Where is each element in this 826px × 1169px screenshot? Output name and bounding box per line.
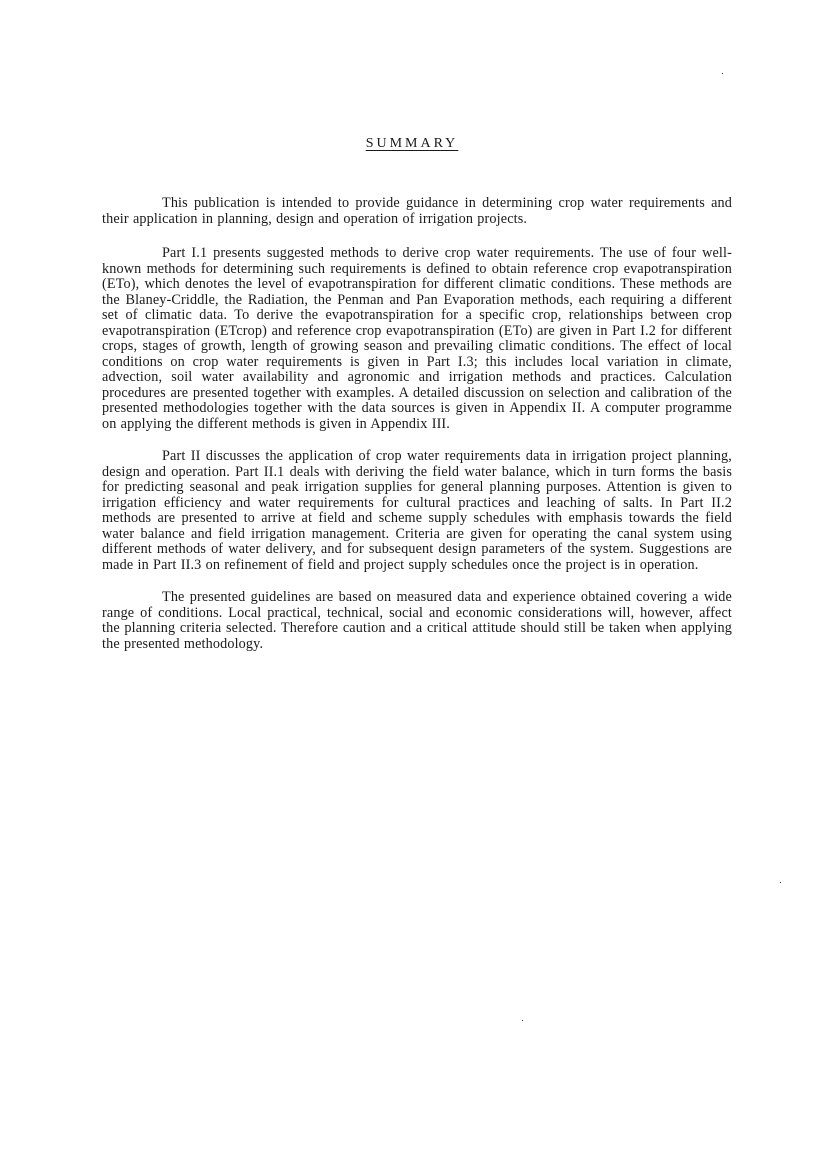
scan-speck	[780, 882, 781, 883]
paragraph-intro: This publication is intended to provide guidance in determining crop water requirements and their application in planning, design and operation of irrigation projects.	[102, 195, 732, 227]
scan-speck	[722, 73, 723, 74]
summary-heading: SUMMARY	[365, 136, 459, 151]
paragraph-part-one: Part I.1 presents suggested methods to derive crop water requirements. The use of four well-known methods for determining such requirements is defined to obtain reference crop evapotranspiration (ETo), which denotes the level of evapotranspiration for different climatic conditions. These methods are the Blaney-Criddle, the Radiation, the Penman and Pan Evaporation methods, each requiring a different set of climatic data. To derive the evapotranspiration for a specific crop, relationships between crop evapotranspiration (ETcrop) and reference crop evapotranspiration (ETo) are given in Part I.2 for different crops, stages of growth, length of growing season and prevailing climatic conditions. The effect of local conditions on crop water requirements is given in Part I.3; this includes local variation in climate, advection, soil water availability and agronomic and irrigation methods and practices. Calculation procedures are presented together with examples. A detailed discussion on selection and calibration of the presented methodologies together with the data sources is given in Appendix II. A computer programme on applying the different methods is given in Appendix III.	[102, 245, 732, 432]
document-body	[102, 196, 732, 668]
scan-speck	[522, 1020, 523, 1021]
page-title	[0, 136, 826, 152]
paragraph-guidelines: The presented guidelines are based on measured data and experience obtained covering a wide range of conditions. Local practical, technical, social and economic considerations will, however, affect the planning criteria selected. Therefore caution and a critical attitude should still be taken when applying the presented methodology.	[102, 589, 732, 652]
paragraph-part-two: Part II discusses the application of crop water requirements data in irrigation project planning, design and operation. Part II.1 deals with deriving the field water balance, which in turn forms the basis for predicting seasonal and peak irrigation supplies for general planning purposes. Attention is given to irrigation efficiency and water requirements for cultural practices and leaching of salts. In Part II.2 methods are presented to arrive at field and scheme supply schedules with emphasis towards the field water balance and field irrigation management. Criteria are given for operating the canal system using different methods of water delivery, and for subsequent design parameters of the system. Suggestions are made in Part II.3 on refinement of field and project supply schedules once the project is in operation.	[102, 448, 732, 573]
